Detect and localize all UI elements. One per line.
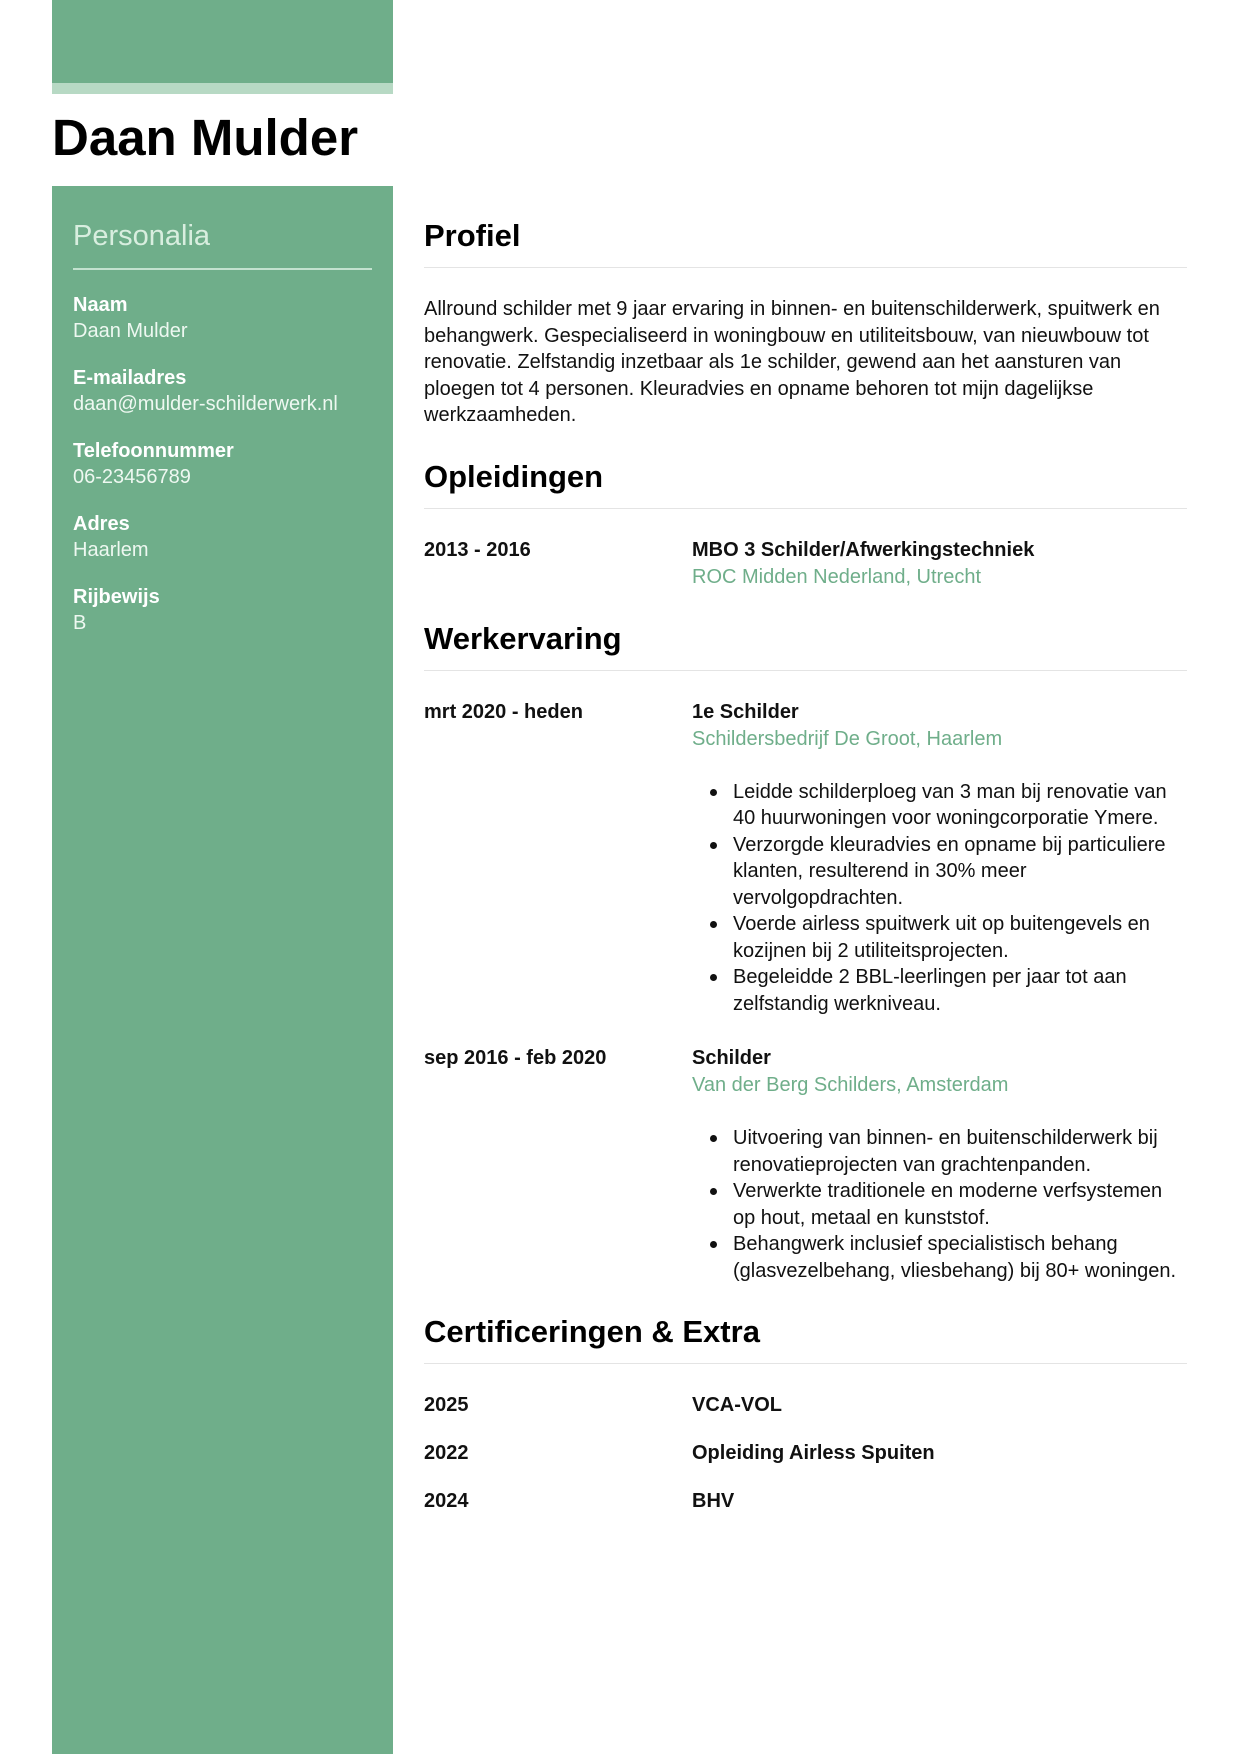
- entry-institution: ROC Midden Nederland, Utrecht: [692, 565, 982, 588]
- personal-value: Daan Mulder: [73, 320, 188, 342]
- experience-section: [424, 613, 1187, 1285]
- personal-details-list: [73, 292, 372, 636]
- bullet-dot-icon: [710, 1135, 717, 1142]
- personal-item-name: [73, 292, 372, 344]
- list-item: [733, 1231, 1187, 1284]
- certification-entry: [424, 1488, 1187, 1514]
- bullet-dot-icon: [710, 921, 717, 928]
- personal-label: E-mailadres: [73, 367, 187, 389]
- entry-bullet-list: [692, 1125, 1187, 1284]
- entry-employer: Van der Berg Schilders, Amsterdam: [692, 1074, 1009, 1096]
- header-accent-stripe: [52, 83, 393, 94]
- personal-item-address: [73, 511, 372, 563]
- education-section: [424, 451, 1187, 591]
- bullet-text: Behangwerk inclusief specialistisch behang (glasvezelbehang, vliesbehang) bij 80+ woningen.: [733, 1233, 1177, 1282]
- experience-entry: [424, 1045, 1187, 1284]
- certifications-section: [424, 1306, 1187, 1514]
- certification-name: VCA-VOL: [692, 1394, 782, 1416]
- bullet-dot-icon: [710, 789, 717, 796]
- certification-name: Opleiding Airless Spuiten: [692, 1442, 935, 1464]
- experience-entry: [424, 699, 1187, 1018]
- personal-value: B: [73, 612, 87, 634]
- personal-label: Telefoonnummer: [73, 440, 234, 462]
- personal-value: 06-23456789: [73, 466, 191, 488]
- personal-label: Naam: [73, 294, 128, 316]
- certification-year: 2022: [424, 1442, 469, 1464]
- personal-label: Adres: [73, 513, 130, 535]
- section-title-certifications: Certificeringen & Extra: [424, 1306, 1187, 1364]
- entry-date: mrt 2020 - heden: [424, 700, 583, 723]
- section-title-profile: Profiel: [424, 210, 1187, 268]
- entry-employer: Schildersbedrijf De Groot, Haarlem: [692, 727, 1003, 750]
- personal-label: Rijbewijs: [73, 586, 160, 608]
- bullet-dot-icon: [710, 974, 717, 981]
- bullet-text: Voerde airless spuitwerk uit op buitengevels en kozijnen bij 2 utiliteitsprojecten.: [733, 913, 1150, 962]
- personal-item-license: [73, 584, 372, 636]
- personal-item-phone: [73, 438, 372, 490]
- bullet-dot-icon: [710, 1241, 717, 1248]
- list-item: [733, 779, 1187, 832]
- list-item: [733, 1178, 1187, 1231]
- entry-body: [692, 1045, 1187, 1284]
- bullet-text: Uitvoering van binnen- en buitenschilderwerk bij renovatieprojecten van grachtenpanden.: [733, 1127, 1158, 1176]
- entry-date: sep 2016 - feb 2020: [424, 1047, 607, 1069]
- section-title-experience: Werkervaring: [424, 613, 1187, 671]
- header-color-band: [52, 0, 393, 83]
- certification-entry: [424, 1392, 1187, 1418]
- bullet-text: Verzorgde kleuradvies en opname bij particuliere klanten, resulterend in 30% meer vervolgopdrachten.: [733, 833, 1166, 909]
- certification-year: 2025: [424, 1394, 469, 1416]
- profile-section: [424, 210, 1187, 429]
- education-entry: [424, 537, 1187, 591]
- personal-value: Haarlem: [73, 539, 149, 561]
- bullet-dot-icon: [710, 1188, 717, 1195]
- sidebar-title: Personalia: [73, 216, 372, 270]
- bullet-text: Leidde schilderploeg van 3 man bij renovatie van 40 huurwoningen voor woningcorporatie Ymere.: [733, 780, 1167, 829]
- entry-bullet-list: [692, 779, 1187, 1018]
- main-content: [424, 210, 1187, 1536]
- entry-body: [692, 537, 1187, 591]
- section-title-education: Opleidingen: [424, 451, 1187, 509]
- list-item: [733, 911, 1187, 964]
- entry-date: 2013 - 2016: [424, 538, 531, 561]
- bullet-text: Verwerkte traditionele en moderne verfsystemen op hout, metaal en kunststof.: [733, 1180, 1163, 1229]
- profile-text: Allround schilder met 9 jaar ervaring in binnen- en buitenschilderwerk, spuitwerk en behangwerk. Gespecialiseerd in woningbouw en utiliteitsbouw, van nieuwbouw tot renovatie. Zelfstandig inzetbaar als 1e schilder, gewend aan het aansturen van ploegen tot 4 personen. Kleuradvies en opname behoren tot mijn dagelijkse werkzaamheden.: [424, 298, 1160, 426]
- personal-sidebar: [52, 186, 393, 1754]
- certification-entry: [424, 1440, 1187, 1466]
- certification-name: BHV: [692, 1490, 735, 1512]
- entry-title: 1e Schilder: [692, 700, 799, 723]
- list-item: [733, 832, 1187, 912]
- personal-item-email: [73, 365, 372, 417]
- bullet-text: Begeleidde 2 BBL-leerlingen per jaar tot aan zelfstandig werkniveau.: [733, 966, 1127, 1015]
- list-item: [733, 1125, 1187, 1178]
- entry-title: MBO 3 Schilder/Afwerkingstechniek: [692, 538, 1035, 561]
- certification-list: [424, 1392, 1187, 1514]
- personal-value: daan@mulder-schilderwerk.nl: [73, 393, 338, 415]
- certification-year: 2024: [424, 1490, 469, 1512]
- bullet-dot-icon: [710, 842, 717, 849]
- page-title: Daan Mulder: [52, 109, 359, 166]
- entry-title: Schilder: [692, 1047, 771, 1069]
- list-item: [733, 964, 1187, 1017]
- entry-body: [692, 699, 1187, 1018]
